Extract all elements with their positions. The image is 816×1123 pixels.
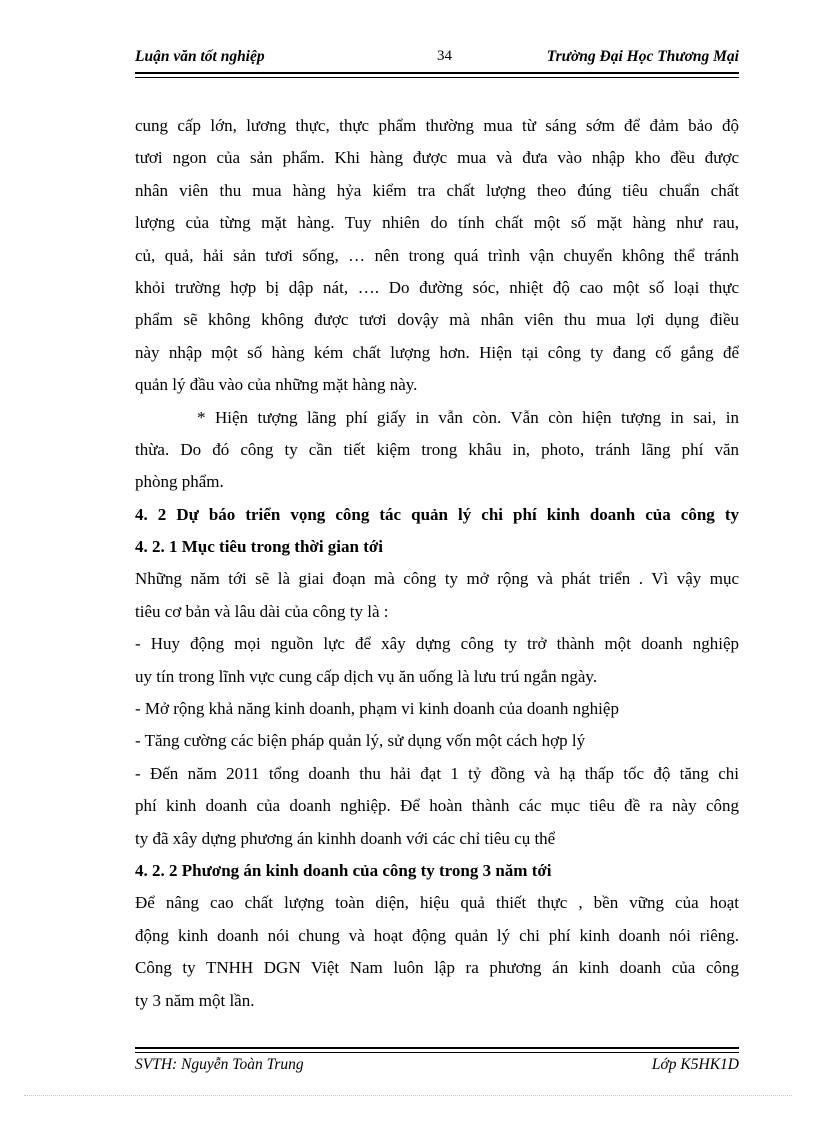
body-line: cung cấp lớn, lương thực, thực phẩm thường mua từ sáng sớm để đảm bảo độ xyxy=(135,116,739,135)
page-header xyxy=(135,46,739,70)
body-line: ty 3 năm một lần. xyxy=(135,990,255,1010)
body-line: - Huy động mọi nguồn lực để xây dựng công ty trở thành một doanh nghiệp xyxy=(135,634,739,654)
body-line: phẩm sẽ không không được tươi dovậy mà nhân viên thu mua lợi dụng điều xyxy=(135,310,739,330)
body-line: Để nâng cao chất lượng toàn diện, hiệu quả thiết thực , bền vững của hoạt xyxy=(135,893,739,913)
body-line: ty đã xây dựng phương án kinhh doanh với các chỉ tiêu cụ thể xyxy=(135,828,556,848)
body-line: phòng phẩm. xyxy=(135,472,224,492)
body-line: - Đến năm 2011 tổng doanh thu hải đạt 1 tỷ đồng và hạ thấp tốc độ tăng chi xyxy=(135,763,739,783)
body-line: - Mở rộng khả năng kinh doanh, phạm vi kinh doanh của doanh nghiệp xyxy=(135,699,619,719)
body-line: phí kinh doanh của doanh nghiệp. Để hoàn thành các mục tiêu đề ra này công xyxy=(135,796,739,816)
header-rule xyxy=(135,72,739,78)
body-line: nhân viên thu mua hàng hỷa kiểm tra chất lượng theo đúng tiêu chuẩn chất xyxy=(135,180,739,200)
body-line: củ, quả, hải sản tươi sống, … nên trong quá trình vận chuyển không thể tránh xyxy=(135,245,739,265)
subsection-heading: 4. 2. 1 Mục tiêu trong thời gian tới xyxy=(135,537,384,557)
body-line: tươi ngon của sản phẩm. Khi hàng được mua và đưa vào nhập kho đều được xyxy=(135,148,739,168)
footer-student-name: SVTH: Nguyễn Toàn Trung xyxy=(135,1056,304,1073)
document-body xyxy=(135,110,739,1017)
section-heading: 4. 2 Dự báo triển vọng công tác quản lý chi phí kinh doanh của công ty xyxy=(135,504,739,524)
subsection-heading: 4. 2. 2 Phương án kinh doanh của công ty trong 3 năm tới xyxy=(135,860,552,880)
body-line: uy tín trong lĩnh vực cung cấp dịch vụ ăn uống là lưu trú ngắn ngày. xyxy=(135,666,598,686)
body-line: Công ty TNHH DGN Việt Nam luôn lập ra phương án kinh doanh của công xyxy=(135,958,739,978)
body-line: * Hiện tượng lãng phí giấy in vẫn còn. Vẫn còn hiện tượng in sai, in xyxy=(197,407,739,427)
footer-rule xyxy=(135,1047,739,1053)
header-university: Trường Đại Học Thương Mại xyxy=(546,48,739,65)
body-line: thừa. Do đó công ty cần tiết kiệm trong khâu in, photo, tránh lãng phí văn xyxy=(135,439,739,459)
body-line: này nhập một số hàng kém chất lượng hơn. Hiện tại công ty đang cố gắng để xyxy=(135,342,739,362)
page-edge-dotted-line xyxy=(24,1095,792,1096)
body-line: quản lý đầu vào của những mặt hàng này. xyxy=(135,375,418,395)
header-thesis-label: Luận văn tốt nghiệp xyxy=(135,48,265,65)
body-line: Những năm tới sẽ là giai đoạn mà công ty mở rộng và phát triển . Vì vậy mục xyxy=(135,569,739,589)
body-line: - Tăng cường các biện pháp quản lý, sử dụng vốn một cách hợp lý xyxy=(135,731,586,751)
footer-class-code: Lớp K5HK1D xyxy=(651,1056,739,1073)
page-number: 34 xyxy=(437,48,452,64)
body-line: động kinh doanh nói chung và hoạt động quản lý chi phí kinh doanh nói riêng. xyxy=(135,925,739,945)
body-line: khỏi trường hợp bị dập nát, …. Do đường sóc, nhiệt độ cao một số loại thực xyxy=(135,277,739,297)
body-line: tiêu cơ bản và lâu dài của công ty là : xyxy=(135,601,389,621)
body-line: lượng của từng mặt hàng. Tuy nhiên do tính chất một số mặt hàng như rau, xyxy=(135,213,739,233)
page-footer xyxy=(135,1056,739,1080)
